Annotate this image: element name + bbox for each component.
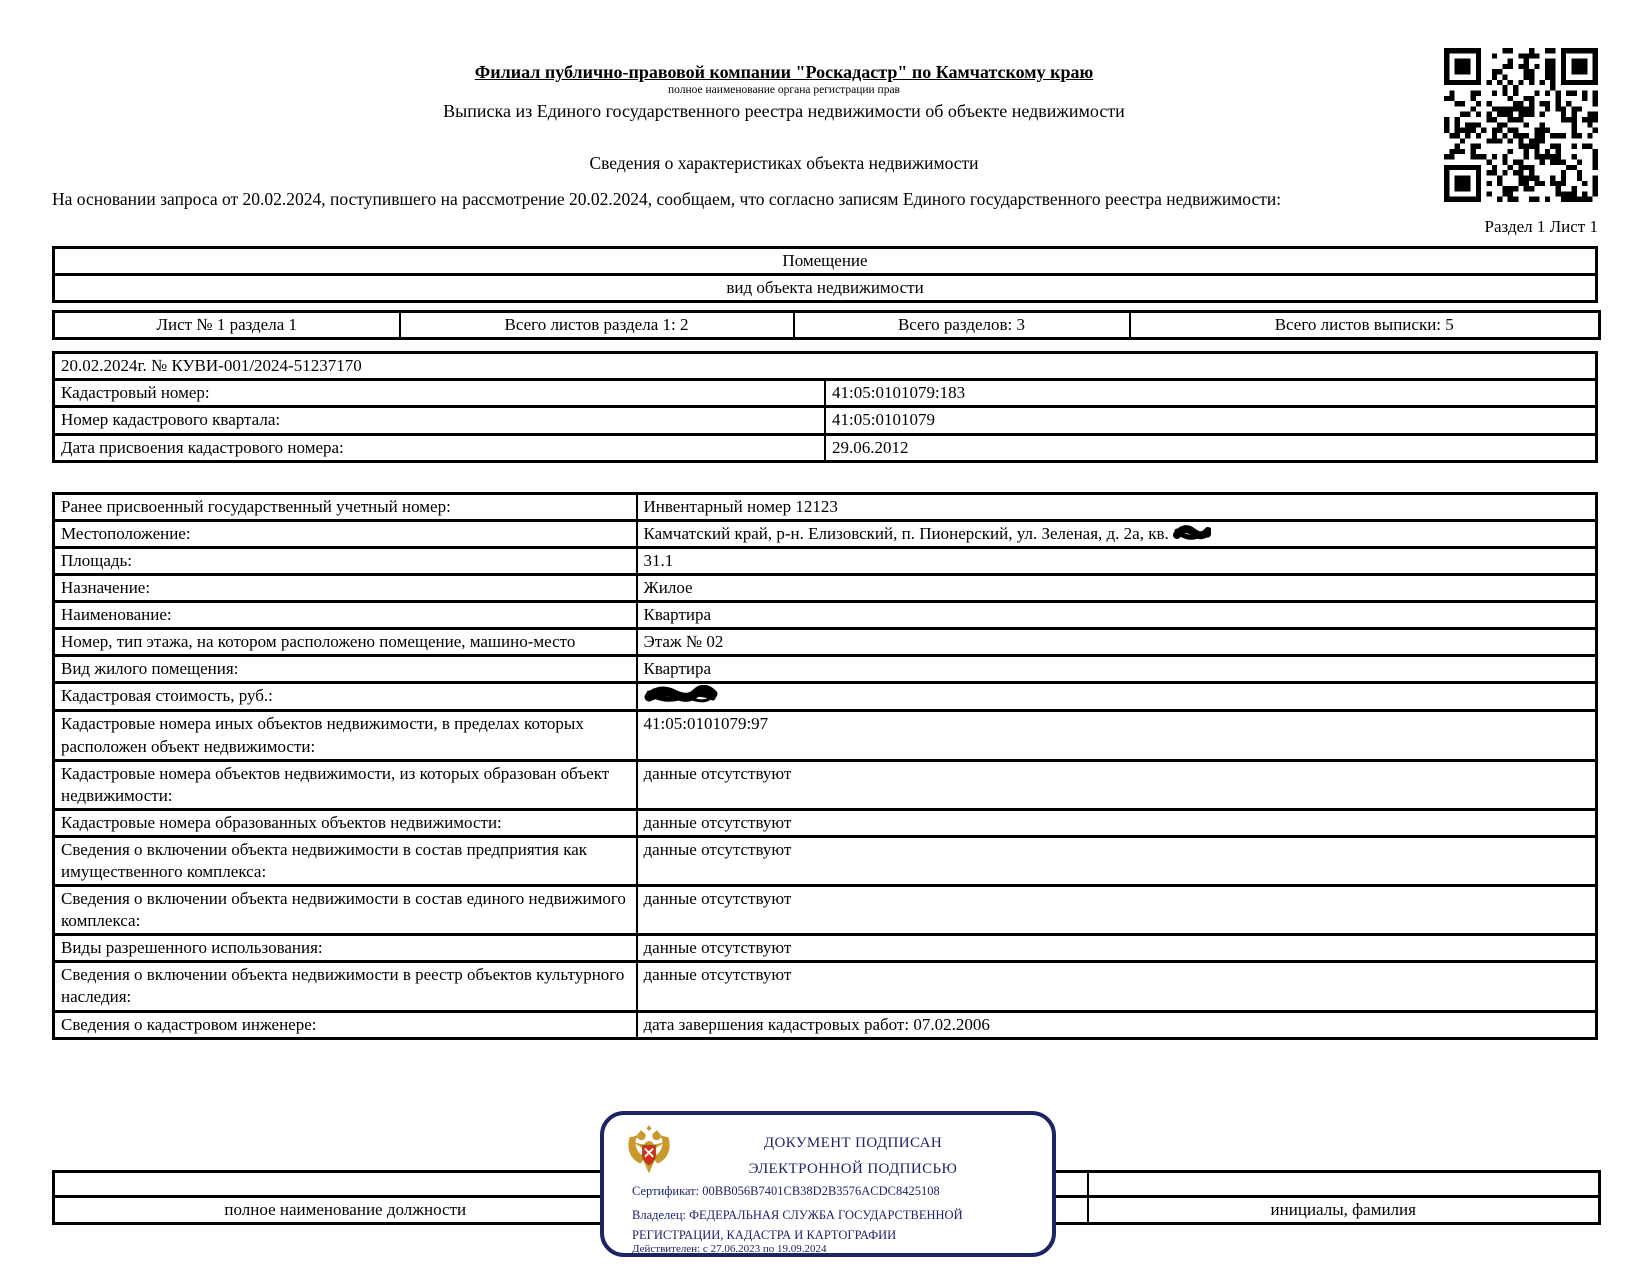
sheet-number-cell: Лист № 1 раздела 1 xyxy=(54,312,400,339)
document-number: 20.02.2024г. № КУВИ-001/2024-51237170 xyxy=(54,353,1597,380)
stamp-validity: Действителен: с 27.06.2023 по 19.09.2024 xyxy=(632,1242,827,1255)
floor-value: Этаж № 02 xyxy=(637,629,1597,656)
section-title: Сведения о характеристиках объекта недвижимости xyxy=(589,153,979,173)
redaction-scribble xyxy=(1173,524,1211,542)
redaction-scribble xyxy=(644,685,718,705)
initials-caption: инициалы, фамилия xyxy=(1088,1196,1600,1223)
table-row xyxy=(54,574,1597,601)
row-label: Сведения о включении объекта недвижимости в реестр объектов культурного наследия: xyxy=(54,962,637,1011)
cadastral-quarter-value: 41:05:0101079 xyxy=(825,407,1597,434)
row-label: Сведения о включении объекта недвижимости в состав единого недвижимого комплекса: xyxy=(54,886,637,935)
stamp-title-line2: ЭЛЕКТРОННОЙ ПОДПИСЬЮ xyxy=(748,1160,958,1177)
table-row xyxy=(54,656,1597,683)
name-value: Квартира xyxy=(637,602,1597,629)
qr-code-icon xyxy=(1444,48,1598,202)
object-type-table xyxy=(52,246,1598,303)
row-label: Наименование: xyxy=(54,602,637,629)
row-label: Сведения о включении объекта недвижимости в состав предприятия как имущественного комплекса: xyxy=(54,836,637,885)
registration-org-caption: полное наименование органа регистрации прав xyxy=(668,84,900,96)
row-label: Виды разрешенного использования: xyxy=(54,935,637,962)
table-row xyxy=(54,886,1597,935)
table-row xyxy=(54,683,1597,711)
engineer-value: дата завершения кадастровых работ: 07.02.2006 xyxy=(637,1011,1597,1038)
registration-org-name: Филиал публично-правовой компании "Роскадастр" по Камчатскому краю xyxy=(474,62,1094,82)
row-label: Местоположение: xyxy=(54,520,637,547)
total-sheets-section-cell: Всего листов раздела 1: 2 xyxy=(400,312,794,339)
electronic-signature-stamp xyxy=(600,1111,1056,1257)
row-label: Кадастровые номера образованных объектов недвижимости: xyxy=(54,809,637,836)
table-row xyxy=(54,520,1597,547)
table-row xyxy=(54,836,1597,885)
table-row xyxy=(54,547,1597,574)
row-value: данные отсутствуют xyxy=(637,962,1597,1011)
stamp-title-line1: ДОКУМЕНТ ПОДПИСАН xyxy=(763,1134,943,1151)
total-sections-cell: Всего разделов: 3 xyxy=(794,312,1130,339)
row-label: Кадастровая стоимость, руб.: xyxy=(54,683,637,711)
position-caption: полное наименование должности xyxy=(54,1196,637,1223)
signature-area xyxy=(0,1040,1650,1275)
table-row xyxy=(54,1011,1597,1038)
table-row xyxy=(54,809,1597,836)
row-label: Назначение: xyxy=(54,574,637,601)
row-label: Вид жилого помещения: xyxy=(54,656,637,683)
row-label: Кадастровый номер: xyxy=(54,380,826,407)
other-objects-value: 41:05:0101079:97 xyxy=(637,711,1597,760)
row-label: Номер кадастрового квартала: xyxy=(54,407,826,434)
table-row xyxy=(54,629,1597,656)
object-type-value: Помещение xyxy=(54,248,1597,275)
document-title: Выписка из Единого государственного реестра недвижимости об объекте недвижимости xyxy=(443,101,1125,121)
cadastral-number-value: 41:05:0101079:183 xyxy=(825,380,1597,407)
section-sheet-label: Раздел 1 Лист 1 xyxy=(1484,217,1598,236)
row-value: Инвентарный номер 12123 xyxy=(637,493,1597,520)
stamp-certificate: Сертификат: 00BB056B7401CB38D2B3576ACDC8425108 xyxy=(632,1183,940,1198)
assignment-date-value: 29.06.2012 xyxy=(825,434,1597,461)
signature-line-cell xyxy=(1088,1171,1600,1196)
row-label: Номер, тип этажа, на котором расположено помещение, машино-место xyxy=(54,629,637,656)
row-value xyxy=(637,520,1597,547)
row-value xyxy=(637,683,1597,711)
purpose-value: Жилое xyxy=(637,574,1597,601)
signature-line-cell xyxy=(54,1171,637,1196)
row-label: Сведения о кадастровом инженере: xyxy=(54,1011,637,1038)
row-label: Площадь: xyxy=(54,547,637,574)
row-value: данные отсутствуют xyxy=(637,886,1597,935)
main-info-table xyxy=(52,351,1598,462)
document-header xyxy=(52,62,1516,174)
table-row xyxy=(54,602,1597,629)
row-value: данные отсутствуют xyxy=(637,935,1597,962)
row-value: данные отсутствуют xyxy=(637,836,1597,885)
row-label: Ранее присвоенный государственный учетный номер: xyxy=(54,493,637,520)
table-row xyxy=(54,711,1597,760)
table-row xyxy=(54,493,1597,520)
row-label: Дата присвоения кадастрового номера: xyxy=(54,434,826,461)
location-value: Камчатский край, р-н. Елизовский, п. Пионерский, ул. Зеленая, д. 2а, кв. xyxy=(643,523,1169,543)
sheets-table xyxy=(52,310,1601,340)
table-row xyxy=(54,935,1597,962)
area-value: 31.1 xyxy=(637,547,1597,574)
stamp-owner: Владелец: ФЕДЕРАЛЬНАЯ СЛУЖБА ГОСУДАРСТВЕННОЙ РЕГИСТРАЦИИ, КАДАСТРА И КАРТОГРАФИИ xyxy=(632,1207,963,1242)
object-type-caption: вид объекта недвижимости xyxy=(54,275,1597,302)
request-statement: На основании запроса от 20.02.2024, поступившего на рассмотрение 20.02.2024, сообщаем, что согласно записям Единого государственного реестра недвижимости: xyxy=(52,189,1282,209)
row-value: данные отсутствуют xyxy=(637,760,1597,809)
dwelling-type-value: Квартира xyxy=(637,656,1597,683)
row-label: Кадастровые номера объектов недвижимости, из которых образован объект недвижимости: xyxy=(54,760,637,809)
details-table xyxy=(52,492,1598,1040)
table-row xyxy=(54,962,1597,1011)
row-label: Кадастровые номера иных объектов недвижимости, в пределах которых расположен объект недвижимости: xyxy=(54,711,637,760)
row-value: данные отсутствуют xyxy=(637,809,1597,836)
total-extract-sheets-cell: Всего листов выписки: 5 xyxy=(1130,312,1600,339)
table-row xyxy=(54,760,1597,809)
